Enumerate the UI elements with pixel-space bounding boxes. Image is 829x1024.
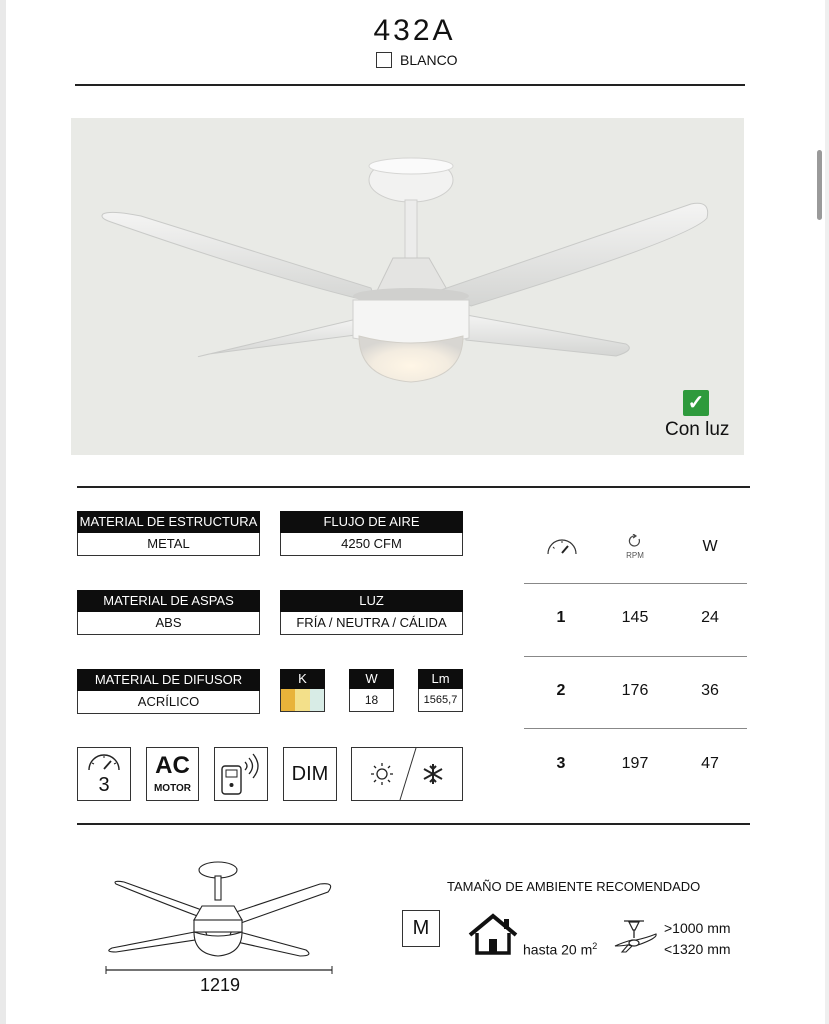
speeds-feature — [77, 747, 131, 801]
summer-winter-icons — [352, 748, 462, 800]
spec-blades-value: ABS — [77, 612, 260, 635]
ac-motor-subtitle: MOTOR — [153, 783, 192, 794]
rpm-1: 145 — [621, 609, 649, 626]
remote-feature — [214, 747, 268, 801]
diameter-label: 1219 — [199, 975, 241, 995]
fan-line-drawing — [100, 858, 340, 978]
spec-airflow — [280, 511, 463, 556]
spec-structure — [77, 511, 260, 556]
color-option — [376, 52, 458, 68]
rpm-3: 197 — [621, 755, 649, 772]
watt-header: W — [702, 538, 718, 555]
rpm-header — [620, 534, 650, 560]
spec-w-value: 18 — [349, 689, 394, 712]
spec-lm-label: Lm — [418, 669, 463, 689]
rpm-header-label: RPM — [626, 551, 644, 560]
table-divider — [524, 728, 747, 729]
model-title: 432A — [373, 14, 456, 47]
room-area-unit-exponent: 2 — [592, 941, 598, 951]
speeds-count: 3 — [98, 774, 110, 796]
ceiling-fan-illustration — [71, 118, 744, 455]
ac-motor-feature — [146, 747, 199, 801]
speed-header-icon — [545, 537, 579, 557]
ac-motor-title: AC — [155, 752, 190, 779]
header-divider — [75, 84, 745, 86]
spec-wattage — [349, 669, 394, 712]
spec-light-label: LUZ — [280, 590, 463, 612]
spec-lm-value: 1565,7 — [418, 689, 463, 712]
spec-structure-value: METAL — [77, 533, 260, 556]
speedometer-icon — [78, 750, 130, 776]
spec-light-value: FRÍA / NEUTRA / CÁLIDA — [280, 612, 463, 635]
scrollbar-thumb[interactable] — [817, 150, 822, 220]
summer-winter-feature — [351, 747, 463, 801]
spec-light — [280, 590, 463, 635]
spec-airflow-label: FLUJO DE AIRE — [280, 511, 463, 533]
house-icon — [467, 913, 519, 957]
spec-color-temperature — [280, 669, 325, 712]
watt-3: 47 — [701, 755, 719, 772]
spec-lumens — [418, 669, 463, 712]
specs-top-divider — [77, 486, 750, 488]
dim-label: DIM — [291, 763, 329, 785]
check-icon: ✓ — [683, 390, 709, 416]
ceiling-height-max: <1320 mm — [664, 941, 731, 957]
neutral-swatch — [295, 689, 309, 711]
warm-swatch — [281, 689, 295, 711]
speed-3: 3 — [556, 755, 566, 772]
color-swatch — [376, 52, 392, 68]
table-divider — [524, 583, 747, 584]
color-name: BLANCO — [400, 52, 458, 68]
snowflake-icon — [424, 764, 442, 784]
page-left-edge — [0, 0, 6, 1024]
table-divider — [524, 656, 747, 657]
watt-2: 36 — [701, 682, 719, 699]
remote-control-icon — [215, 748, 267, 800]
dimensions-top-divider — [77, 823, 750, 825]
room-size-title: TAMAÑO DE AMBIENTE RECOMENDADO — [447, 879, 701, 894]
spec-airflow-value: 4250 CFM — [280, 533, 463, 556]
page-right-edge — [825, 0, 829, 1024]
ceiling-height-min: >1000 mm — [664, 920, 731, 936]
room-area-value: hasta 20 m — [523, 941, 593, 958]
spec-blades — [77, 590, 260, 635]
ceiling-height-fan-icon — [614, 918, 660, 958]
spec-diffuser-value: ACRÍLICO — [77, 691, 260, 714]
spec-blades-label: MATERIAL DE ASPAS — [77, 590, 260, 612]
color-temperature-swatches — [280, 689, 325, 712]
speed-1: 1 — [556, 609, 566, 626]
spec-diffuser-label: MATERIAL DE DIFUSOR — [77, 669, 260, 691]
cold-swatch — [310, 689, 324, 711]
spec-structure-label: MATERIAL DE ESTRUCTURA — [77, 511, 260, 533]
room-size-badge: M — [402, 910, 440, 947]
rpm-2: 176 — [621, 682, 649, 699]
dimmable-feature — [283, 747, 337, 801]
spec-diffuser — [77, 669, 260, 714]
rotation-icon — [628, 534, 642, 548]
sun-icon — [371, 763, 393, 785]
spec-w-label: W — [349, 669, 394, 689]
product-photo — [71, 118, 744, 455]
speed-2: 2 — [556, 682, 566, 699]
watt-1: 24 — [701, 609, 719, 626]
light-badge-label: Con luz — [665, 419, 730, 440]
spec-k-label: K — [280, 669, 325, 689]
room-area — [523, 941, 597, 958]
